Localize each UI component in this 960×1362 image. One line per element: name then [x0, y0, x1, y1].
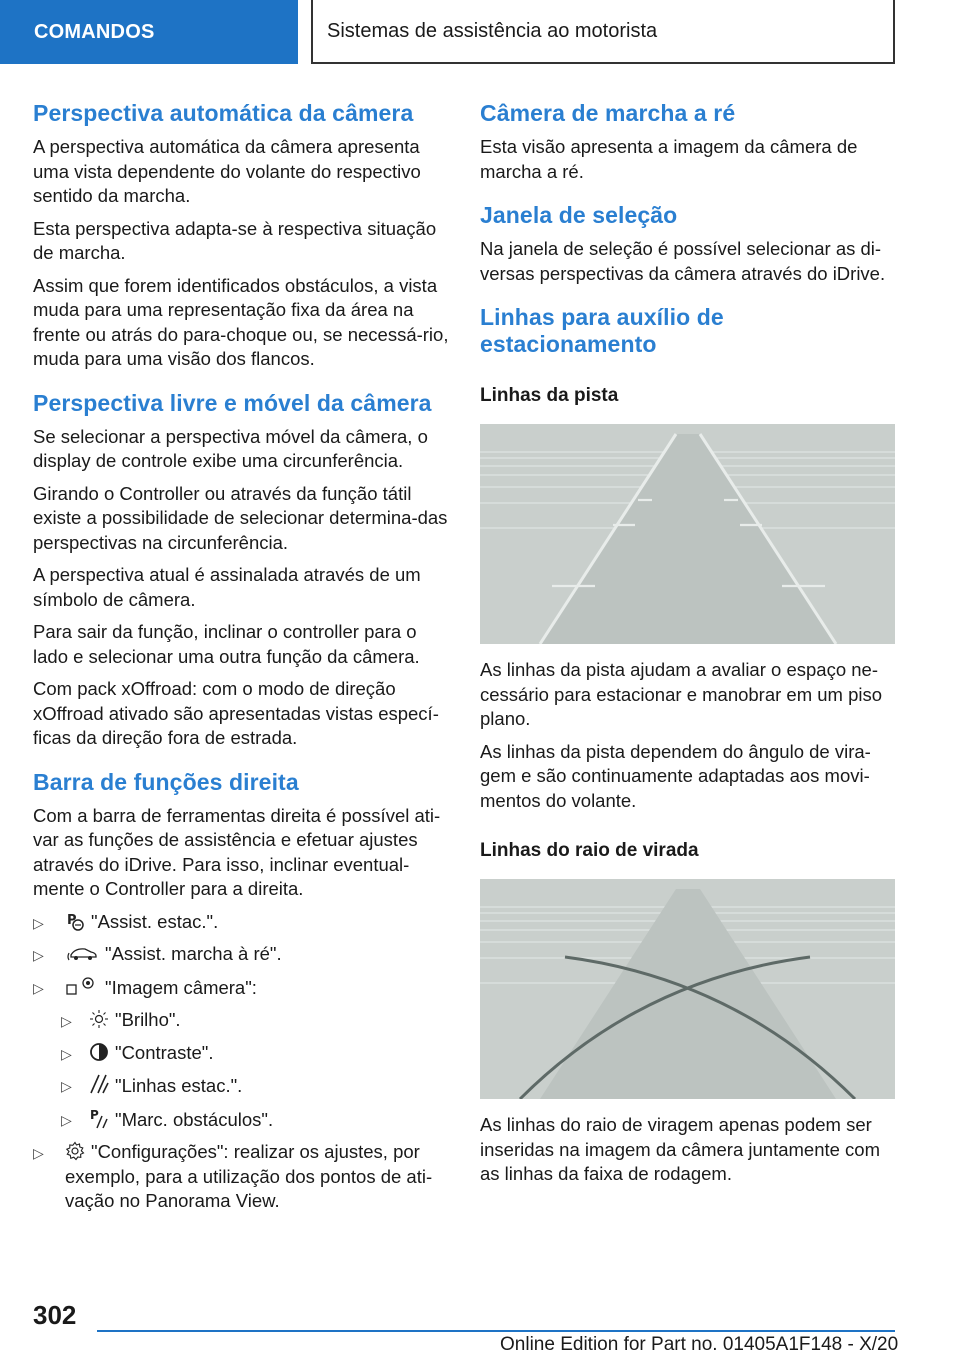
function-list	[33, 910, 451, 1001]
list-item-parking-lines	[33, 1073, 451, 1099]
lane-lines-figure	[480, 424, 895, 644]
paragraph: Com a barra de ferramentas direita é possível ati-var as funções de assistência e efetuar ajustes através do iDrive. Para isso, inclinar eventual-mente o Controller para a direita.	[33, 804, 441, 899]
heading-selection-window: Janela de seleção	[480, 202, 678, 228]
paragraph: Na janela de seleção é possível selecionar as di-versas perspectivas da câmera através do iDrive.	[480, 238, 886, 284]
section-selection-window	[480, 202, 895, 286]
parking-assistant-icon	[65, 911, 85, 931]
heading-right-function-bar: Barra de funções direita	[33, 768, 299, 795]
footer-edition: Online Edition for Part no. 01405A1F148 - X/20	[500, 1334, 899, 1355]
paragraph: Com pack xOffroad: com o modo de direção xOffroad ativado são apresentadas vistas especí-ficas da direção fora de estrada.	[33, 678, 439, 748]
function-list-settings	[33, 1140, 451, 1214]
paragraph: As linhas da pista ajudam a avaliar o espaço ne-cessário para estacionar e manobrar em um piso plano.	[480, 659, 883, 729]
parking-lines-icon	[89, 1073, 109, 1095]
chapter-tab: COMANDOS	[0, 0, 298, 64]
paragraph: As linhas da pista dependem do ângulo de vira-gem e são continuamente adaptadas aos movi-mentos do volante.	[480, 740, 871, 811]
paragraph: Girando o Controller ou através da função tátil existe a possibilidade de selecionar determina-das perspectivas na circunferência.	[33, 482, 448, 553]
obstacle-marking-icon	[89, 1107, 109, 1129]
heading-automatic-perspective: Perspectiva automática da câmera	[33, 100, 414, 126]
section-title: Sistemas de assistência ao motorista	[311, 0, 895, 64]
bullet-triangle-icon: ▷	[61, 1045, 72, 1062]
footer-divider	[97, 1330, 895, 1332]
list-item-text: "Configurações": realizar os ajustes, por exemplo, para a utilização dos pontos de ati-vação no Panorama View.	[65, 1141, 433, 1211]
list-item-settings	[33, 1140, 451, 1214]
right-column	[480, 100, 895, 1205]
list-item-camera-image	[33, 975, 451, 1001]
list-item-reversing-assistant	[33, 942, 451, 967]
list-item-text: "Brilho".	[115, 1009, 181, 1030]
camera-image-sublist	[33, 1008, 451, 1132]
paragraph: Esta visão apresenta a imagem da câmera de marcha a ré.	[480, 136, 858, 182]
subheading-lane-lines: Linhas da pista	[480, 385, 619, 406]
paragraph: A perspectiva atual é assinalada através de um símbolo de câmera.	[33, 564, 421, 610]
turning-radius-figure	[480, 879, 895, 1099]
svg-text:P: P	[67, 912, 77, 928]
bullet-triangle-icon: ▷	[33, 1145, 44, 1161]
subheading-turning-radius-lines: Linhas do raio de virada	[480, 840, 699, 861]
section-automatic-perspective	[33, 100, 451, 372]
list-item-text: "Linhas estac.".	[115, 1075, 243, 1096]
camera-image-icon	[65, 975, 99, 997]
bullet-triangle-icon: ▷	[61, 1078, 72, 1094]
svg-text:P: P	[90, 1107, 99, 1122]
bullet-triangle-icon: ▷	[33, 947, 44, 963]
heading-parking-lines: Linhas para auxílio de estacionamento	[480, 304, 724, 357]
list-item-obstacle-marking	[33, 1107, 451, 1133]
reversing-assistant-icon	[65, 945, 99, 963]
section-rear-camera	[480, 100, 895, 184]
heading-rear-camera: Câmera de marcha a ré	[480, 100, 736, 126]
list-item-text: "Marc. obstáculos".	[115, 1108, 274, 1130]
settings-gear-icon	[65, 1141, 85, 1161]
paragraph: Para sair da função, inclinar o controller para o lado e selecionar uma outra função da câmera.	[33, 621, 420, 667]
paragraph: As linhas do raio de viragem apenas podem ser inseridas na imagem da câmera juntamente com as linhas da faixa de rodagem.	[480, 1114, 880, 1184]
list-item-text: "Contraste".	[115, 1041, 214, 1063]
section-parking-lines	[480, 304, 895, 1187]
list-item-parking-assistant	[33, 910, 451, 935]
list-item-contrast	[33, 1041, 451, 1066]
section-right-function-bar	[33, 769, 451, 1214]
paragraph: Assim que forem identificados obstáculos, a vista muda para uma representação fixa da área na frente ou atrás do para-choque ou, se necessá-rio, muda para uma visão dos flancos.	[33, 274, 449, 369]
list-item-text: "Assist. estac.".	[91, 910, 219, 932]
list-item-text: "Assist. marcha à ré".	[105, 943, 282, 964]
paragraph: A perspectiva automática da câmera apresenta uma vista dependente do volante do respectivo sentido da marcha.	[33, 136, 421, 206]
paragraph: Esta perspectiva adapta-se à respectiva situação de marcha.	[33, 217, 437, 263]
bullet-triangle-icon: ▷	[33, 979, 44, 996]
bullet-triangle-icon: ▷	[33, 914, 44, 931]
bullet-triangle-icon: ▷	[61, 1111, 72, 1128]
section-free-perspective	[33, 390, 451, 751]
contrast-icon	[89, 1042, 109, 1062]
paragraph: Se selecionar a perspectiva móvel da câmera, o display de controle exibe uma circunferência.	[33, 425, 428, 471]
bullet-triangle-icon: ▷	[61, 1013, 72, 1029]
left-column	[33, 100, 451, 1232]
list-item-text: "Imagem câmera":	[105, 976, 257, 998]
list-item-brightness	[33, 1008, 451, 1033]
heading-free-perspective: Perspectiva livre e móvel da câmera	[33, 389, 432, 416]
brightness-icon	[89, 1009, 109, 1029]
page-number: 302	[33, 1300, 77, 1330]
